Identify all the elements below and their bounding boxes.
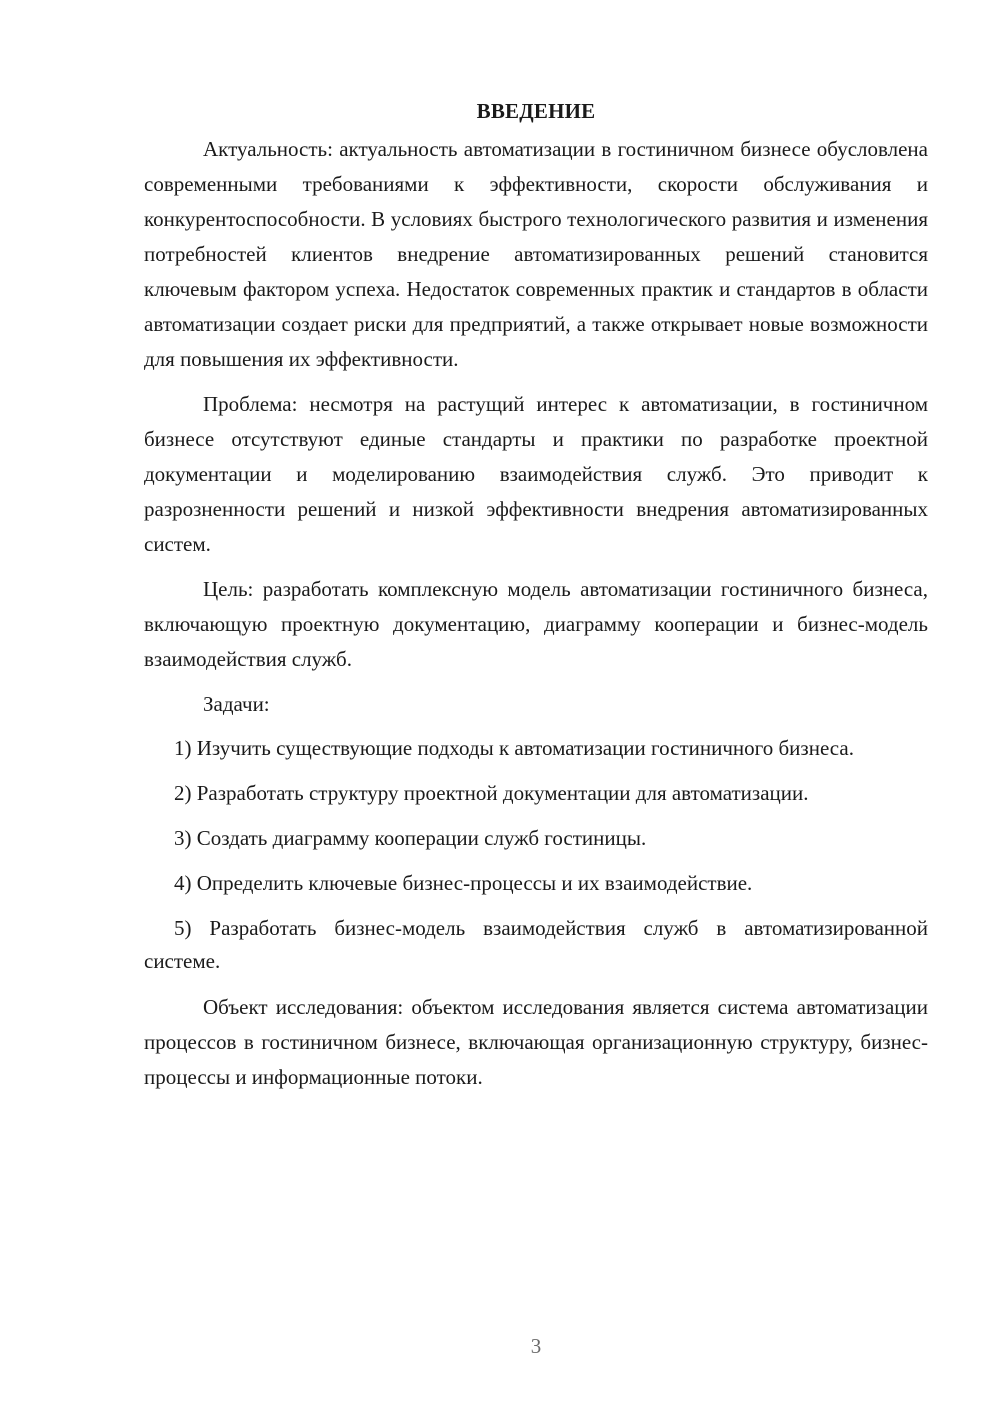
object-paragraph: Объект исследования: объектом исследования является система автоматизации процессов в гостиничном бизнесе, включающая организационную структуру, бизнес-процессы и информационные потоки. [144,995,928,1089]
task-item: 3) Создать диаграмму кооперации служб гостиницы. [174,826,647,850]
task-item: 2) Разработать структуру проектной документации для автоматизации. [174,781,809,805]
tasks-heading: Задачи: [203,692,270,716]
task-item: 1) Изучить существующие подходы к автоматизации гостиничного бизнеса. [174,736,854,760]
problem-paragraph: Проблема: несмотря на растущий интерес к автоматизации, в гостиничном бизнесе отсутствуют единые стандарты и практики по разработке проектной документации и моделированию взаимодействия служб. Это приводит к разрозненности решений и низкой эффективности внедрения автоматизированных систем. [144,392,928,556]
page-content [144,97,928,1095]
section-title: ВВЕДЕНИЕ [476,99,596,123]
relevance-paragraph: Актуальность: актуальность автоматизации в гостиничном бизнесе обусловлена современными требованиями к эффективности, скорости обслуживания и конкурентоспособности. В условиях быстрого технологического развития и изменения потребностей клиентов внедрение автоматизированных решений становится ключевым фактором успеха. Недостаток современных практик и стандартов в области автоматизации создает риски для предприятий, а также открывает новые возможности для повышения их эффективности. [144,137,928,371]
tasks-list [144,732,928,978]
goal-paragraph: Цель: разработать комплексную модель автоматизации гостиничного бизнеса, включающую проектную документацию, диаграмму кооперации и бизнес-модель взаимодействия служб. [144,577,928,671]
task-item: 4) Определить ключевые бизнес-процессы и их взаимодействие. [174,871,753,895]
task-item: 5) Разработать бизнес-модель взаимодействия служб в автоматизированной системе. [144,916,928,973]
page-number: 3 [530,1334,542,1358]
